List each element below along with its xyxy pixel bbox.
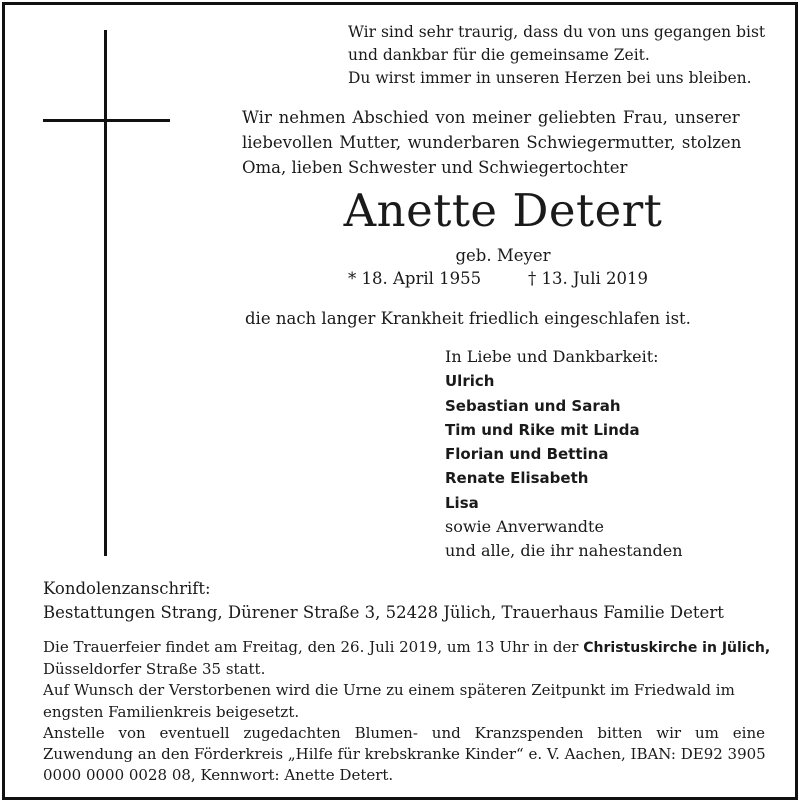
funeral-details	[43, 637, 771, 786]
passing-statement: die nach langer Krankheit friedlich eingeschlafen ist.	[245, 309, 691, 328]
birth-date: * 18. April 1955	[348, 269, 482, 288]
condolence-label: Kondolenzanschrift:	[43, 579, 211, 598]
mourner-name: Lisa	[445, 493, 479, 512]
funeral-line	[43, 637, 771, 659]
intro-line: liebevollen Mutter, wunderbaren Schwiegermutter, stolzen	[242, 133, 742, 152]
donation-line: Zuwendung an den Förderkreis „Hilfe für krebskranke Kinder“ e. V. Aachen, IBAN: DE92 3905	[43, 745, 766, 764]
mourners-heading: In Liebe und Dankbarkeit:	[445, 347, 659, 366]
intro-line: Oma, lieben Schwester und Schwiegertochter	[242, 158, 628, 177]
urn-line: Auf Wunsch der Verstorbenen wird die Urne zu einem späteren Zeitpunkt im Friedwald im	[43, 681, 735, 700]
mourners-list	[445, 345, 683, 564]
mourners-closing: und alle, die ihr nahestanden	[445, 541, 683, 561]
urn-line: engsten Familienkreis beigesetzt.	[43, 702, 300, 721]
mourner-name: Ulrich	[445, 372, 495, 391]
deceased-name: Anette Detert	[343, 184, 663, 237]
funeral-time: Die Trauerfeier findet am Freitag, den 26. Juli 2019, um 13 Uhr in der	[43, 638, 579, 656]
donation-line: 0000 0000 0028 08, Kennwort: Anette Detert.	[43, 766, 394, 785]
verse-line: und dankbar für die gemeinsame Zeit.	[348, 46, 650, 64]
verse-line: Wir sind sehr traurig, dass du von uns gegangen bist	[348, 23, 766, 41]
mourner-name: Renate Elisabeth	[445, 469, 589, 488]
farewell-intro	[242, 105, 764, 180]
funeral-place: Christuskirche in Jülich,	[583, 640, 771, 656]
cross-icon-vertical-beam	[104, 30, 107, 556]
death-date: † 13. Juli 2019	[528, 269, 649, 288]
obituary-notice	[2, 2, 798, 800]
verse-line: Du wirst immer in unseren Herzen bei uns bleiben.	[348, 69, 752, 87]
mourner-name: Sebastian und Sarah	[445, 396, 621, 415]
mourners-closing: sowie Anverwandte	[445, 517, 604, 537]
mourner-name: Tim und Rike mit Linda	[445, 420, 640, 439]
mourner-name: Florian und Bettina	[445, 445, 609, 464]
funeral-address: Düsseldorfer Straße 35 statt.	[43, 660, 266, 679]
donation-line: Anstelle von eventuell zugedachten Blumen- und Kranzspenden bitten wir um eine	[43, 723, 765, 742]
cross-icon-horizontal-beam	[43, 119, 170, 122]
intro-line: Wir nehmen Abschied von meiner geliebten Frau, unserer	[242, 108, 740, 127]
maiden-name: geb. Meyer	[455, 246, 551, 265]
memorial-verse	[348, 21, 765, 90]
condolence-address	[43, 577, 724, 625]
condolence-address-text: Bestattungen Strang, Dürener Straße 3, 52428 Jülich, Trauerhaus Familie Detert	[43, 603, 724, 622]
